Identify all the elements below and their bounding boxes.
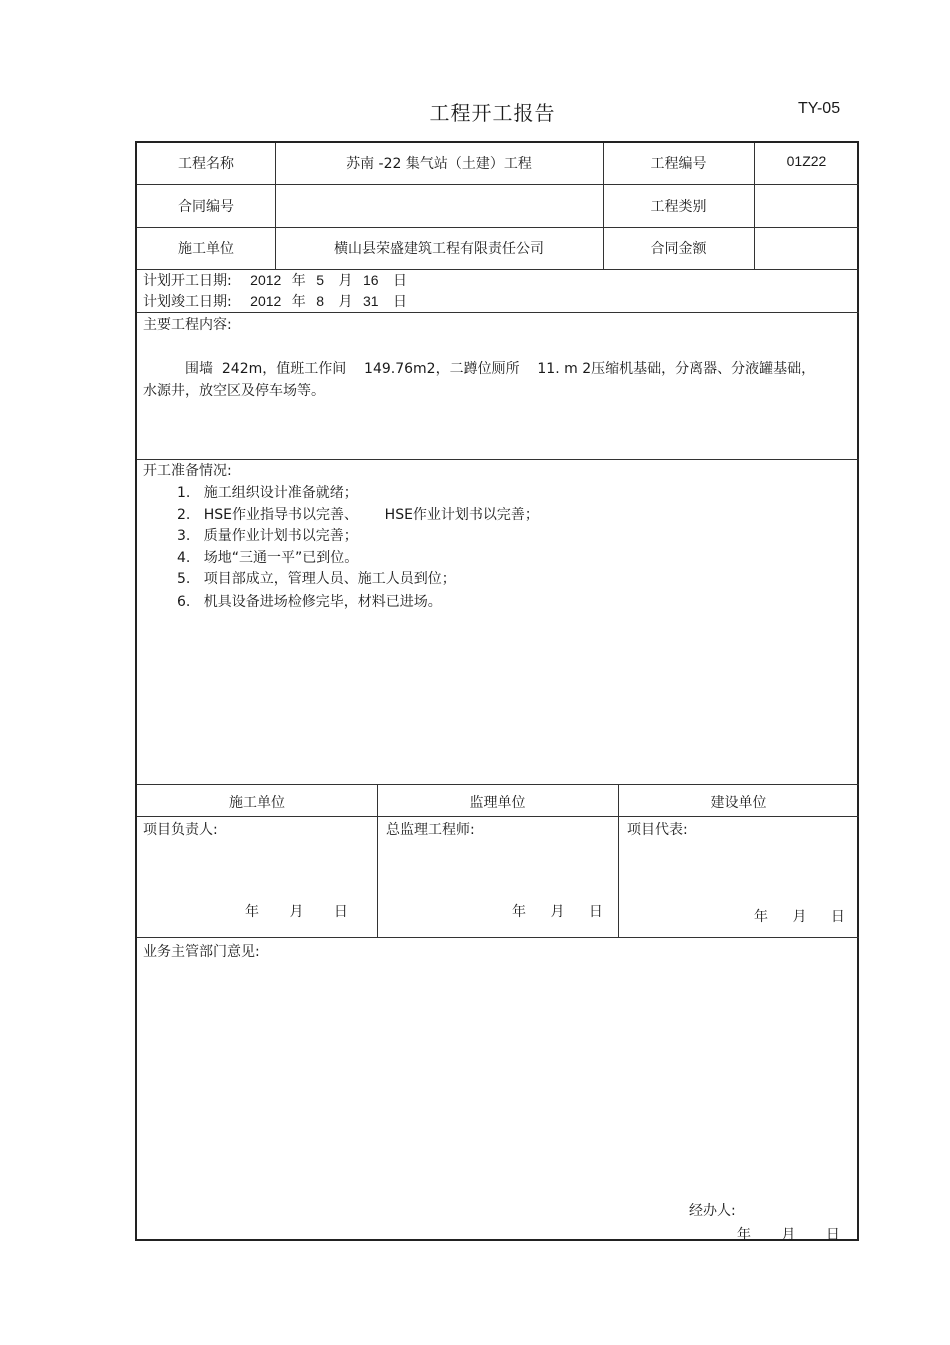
row-divider [137, 312, 859, 313]
department-sign-date [737, 1224, 840, 1244]
year-char: 年 [754, 909, 768, 925]
signoff-owner-header: 建设单位 [710, 795, 767, 811]
document-title: 工程开工报告 [429, 101, 556, 125]
planned-end-label: 计划竣工日期: [143, 294, 232, 310]
handler-signature-label: 经办人: [689, 1203, 736, 1219]
month-char: 月 [550, 904, 565, 920]
preparation-item: 5. 项目部成立，管理人员、施工人员到位； [177, 571, 456, 587]
contractor-value: 横山县荣盛建筑工程有限责任公司 [334, 241, 544, 257]
year-char: 年 [512, 904, 526, 920]
owner-representative-signature-label: 项目代表: [627, 822, 688, 838]
row-divider [137, 227, 859, 228]
end-month: 8 [316, 293, 325, 309]
row-divider [137, 459, 859, 460]
month-char: 月 [781, 1227, 796, 1243]
signoff-supervisor-header: 监理单位 [469, 795, 526, 811]
contractor-label: 施工单位 [178, 241, 234, 257]
month-char: 月 [289, 904, 304, 920]
main-content-line1: 围墙 242m，值班工作间 149.76m2，二蹲位厕所 11. m 2压缩机基础，分离器、分液罐基础， [185, 361, 816, 377]
start-month: 5 [316, 272, 325, 288]
preparation-item: 4. 场地“三通一平”已到位。 [177, 550, 359, 566]
owner-sign-date [754, 906, 845, 926]
planned-start-label: 计划开工日期: [143, 273, 232, 289]
day-char: 日 [588, 904, 603, 920]
preparation-item: 2. HSE作业指导书以完善、 HSE作业计划书以完善； [177, 507, 539, 523]
project-name-value: 苏南 -22 集气站（土建）工程 [346, 156, 532, 172]
supervisor-sign-date [512, 901, 603, 921]
month-char: 月 [792, 909, 807, 925]
start-year: 2012 [250, 272, 282, 288]
end-year: 2012 [250, 293, 282, 309]
contractor-sign-date [245, 901, 348, 921]
project-name-label: 工程名称 [178, 156, 234, 172]
project-category-label: 工程类别 [650, 199, 707, 215]
month-char: 月 [338, 273, 353, 289]
preparation-item: 1. 施工组织设计准备就绪； [177, 485, 358, 501]
main-content-line2: 水源井，放空区及停车场等。 [143, 383, 325, 399]
row-divider [137, 184, 859, 185]
day-char: 日 [825, 1227, 840, 1243]
main-content-label: 主要工程内容: [143, 317, 232, 333]
day-char: 日 [830, 909, 845, 925]
preparation-label: 开工准备情况: [143, 463, 232, 479]
department-opinion-label: 业务主管部门意见: [143, 944, 260, 960]
year-char: 年 [291, 273, 306, 289]
year-char: 年 [245, 904, 259, 920]
signoff-contractor-header: 施工单位 [229, 795, 285, 811]
contract-amount-label: 合同金额 [650, 241, 707, 257]
project-number-value: 01Z22 [786, 153, 827, 169]
planned-end-date [143, 291, 407, 311]
year-char: 年 [737, 1227, 751, 1243]
project-number-label: 工程编号 [650, 156, 707, 172]
chief-supervisor-signature-label: 总监理工程师: [386, 822, 475, 838]
contract-number-label: 合同编号 [178, 199, 234, 215]
year-char: 年 [291, 294, 306, 310]
month-char: 月 [338, 294, 353, 310]
planned-start-date [143, 270, 407, 290]
start-day: 16 [362, 272, 379, 288]
form-code: TY-05 [798, 100, 841, 117]
day-char: 日 [333, 904, 348, 920]
row-divider [137, 937, 859, 938]
preparation-item: 3. 质量作业计划书以完善； [177, 528, 358, 544]
day-char: 日 [392, 273, 407, 289]
day-char: 日 [392, 294, 407, 310]
row-divider [137, 816, 859, 817]
row-divider [137, 784, 859, 785]
report-table [135, 141, 859, 1241]
end-day: 31 [362, 293, 379, 309]
preparation-item: 6. 机具设备进场检修完毕，材料已进场。 [177, 594, 442, 610]
project-manager-signature-label: 项目负责人: [143, 822, 218, 838]
